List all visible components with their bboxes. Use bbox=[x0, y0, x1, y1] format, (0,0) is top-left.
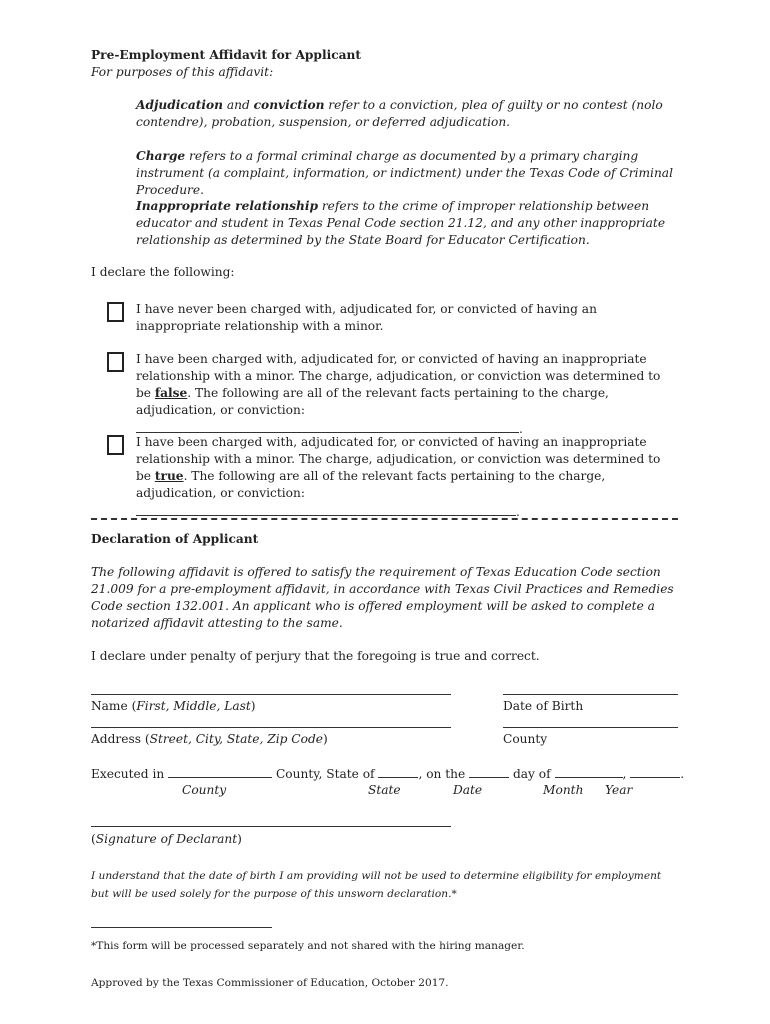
label-part: ) bbox=[250, 699, 256, 713]
term-adjudication: Adjudication bbox=[136, 98, 223, 112]
executed-month-field[interactable] bbox=[555, 764, 623, 778]
checkbox-charged-true[interactable] bbox=[107, 435, 124, 455]
definition-adjudication bbox=[136, 97, 676, 131]
county-field[interactable] bbox=[503, 727, 678, 728]
comma-text: , bbox=[622, 767, 631, 781]
label-part: ( bbox=[91, 832, 96, 846]
form-subtitle: For purposes of this affidavit: bbox=[91, 65, 274, 79]
period-text: . bbox=[680, 767, 685, 781]
approval-note: Approved by the Texas Commissioner of Education, October 2017. bbox=[91, 977, 449, 989]
label-part: ) bbox=[237, 832, 242, 846]
option-text bbox=[136, 434, 676, 521]
term-conviction: conviction bbox=[253, 98, 325, 112]
declare-intro: I declare the following: bbox=[91, 265, 235, 279]
facts-field-true[interactable] bbox=[136, 502, 516, 516]
dob-label: Date of Birth bbox=[503, 699, 584, 713]
emphasis-true: true bbox=[154, 469, 184, 483]
executed-line bbox=[91, 764, 684, 783]
emphasis-false: false bbox=[154, 386, 188, 400]
option-text-a: I have been charged with, adjudicated for, or convicted of having an inappropriate relationship with a minor. The charge, adjudication, or conviction was determined to be bbox=[136, 435, 661, 483]
name-field[interactable] bbox=[91, 694, 451, 695]
on-the-text: , on the bbox=[418, 767, 470, 781]
label-part: Name ( bbox=[91, 699, 137, 713]
definition-text: refers to the crime of improper relationship between educator and student in Texas Penal Code section 21.12, and any other inappropriate relationship as determined by the State Board for Educator Certification. bbox=[136, 199, 666, 247]
county-label: County bbox=[503, 732, 548, 746]
term-and: and bbox=[222, 98, 254, 112]
sub-month-label: Month bbox=[543, 783, 584, 797]
address-label bbox=[91, 731, 328, 748]
label-part: ) bbox=[322, 732, 328, 746]
sub-county-label: County bbox=[182, 783, 227, 797]
sub-year-label: Year bbox=[605, 783, 633, 797]
definition-text: refers to a formal criminal charge as documented by a primary charging instrument (a complaint, information, or indictment) under the Texas Code of Criminal Procedure. bbox=[136, 149, 673, 197]
county-state-text: County, State of bbox=[272, 767, 379, 781]
option-text-b: . The following are all of the relevant facts pertaining to the charge, adjudication, or conviction: bbox=[136, 386, 609, 417]
declaration-statement: The following affidavit is offered to satisfy the requirement of Texas Education Code section 21.009 for a pre-employment affidavit, in accordance with Texas Civil Practices and Remedies Code section 132.001. An applicant who is offered employment will be asked to complete a notarized affidavit attesting to the same. bbox=[91, 565, 674, 630]
definition-text: refer to a conviction, plea of guilty or no contest (nolo contendre), probation, suspension, or deferred adjudication. bbox=[136, 98, 663, 129]
label-part: Address ( bbox=[91, 732, 150, 746]
executed-in-text: Executed in bbox=[91, 767, 169, 781]
day-of-text: day of bbox=[509, 767, 555, 781]
option-text bbox=[136, 351, 676, 438]
label-part-italic: Signature of Declarant bbox=[95, 832, 238, 846]
sub-state-label: State bbox=[368, 783, 401, 797]
term-charge: Charge bbox=[136, 149, 186, 163]
dob-notice: I understand that the date of birth I am providing will not be used to determine eligibility for employment but will be used solely for the purpose of this unsworn declaration.* bbox=[91, 870, 662, 900]
option-text-a: I have been charged with, adjudicated for, or convicted of having an inappropriate relationship with a minor. The charge, adjudication, or conviction was determined to be bbox=[136, 352, 661, 400]
perjury-statement: I declare under penalty of perjury that the foregoing is true and correct. bbox=[91, 649, 540, 663]
definition-charge bbox=[136, 148, 676, 199]
signature-field[interactable] bbox=[91, 826, 451, 827]
option-end: . bbox=[519, 422, 523, 436]
footnote-rule bbox=[91, 927, 272, 928]
checkbox-never-charged[interactable] bbox=[107, 302, 124, 322]
facts-field-false[interactable] bbox=[136, 419, 519, 433]
label-part-italic: Street, City, State, Zip Code bbox=[149, 732, 323, 746]
sub-date-label: Date bbox=[453, 783, 483, 797]
definition-inappropriate-relationship bbox=[136, 198, 676, 249]
option-text-b: . The following are all of the relevant facts pertaining to the charge, adjudication, or conviction: bbox=[136, 469, 606, 500]
name-label bbox=[91, 698, 256, 715]
executed-county-field[interactable] bbox=[168, 764, 272, 778]
address-field[interactable] bbox=[91, 727, 451, 728]
option-end: . bbox=[516, 505, 520, 519]
section-divider bbox=[91, 518, 678, 520]
dob-field[interactable] bbox=[503, 694, 678, 695]
term-inappropriate-relationship: Inappropriate relationship bbox=[136, 199, 318, 213]
declaration-heading: Declaration of Applicant bbox=[91, 532, 259, 546]
footnote: *This form will be processed separately and not shared with the hiring manager. bbox=[91, 940, 525, 952]
form-title: Pre-Employment Affidavit for Applicant bbox=[91, 48, 362, 62]
option-text: I have never been charged with, adjudicated for, or convicted of having an inappropriate relationship with a minor. bbox=[136, 302, 597, 333]
label-part-italic: First, Middle, Last bbox=[136, 699, 251, 713]
executed-year-field[interactable] bbox=[630, 764, 680, 778]
executed-state-field[interactable] bbox=[378, 764, 418, 778]
checkbox-charged-false[interactable] bbox=[107, 352, 124, 372]
signature-label bbox=[91, 831, 242, 848]
executed-day-field[interactable] bbox=[469, 764, 509, 778]
